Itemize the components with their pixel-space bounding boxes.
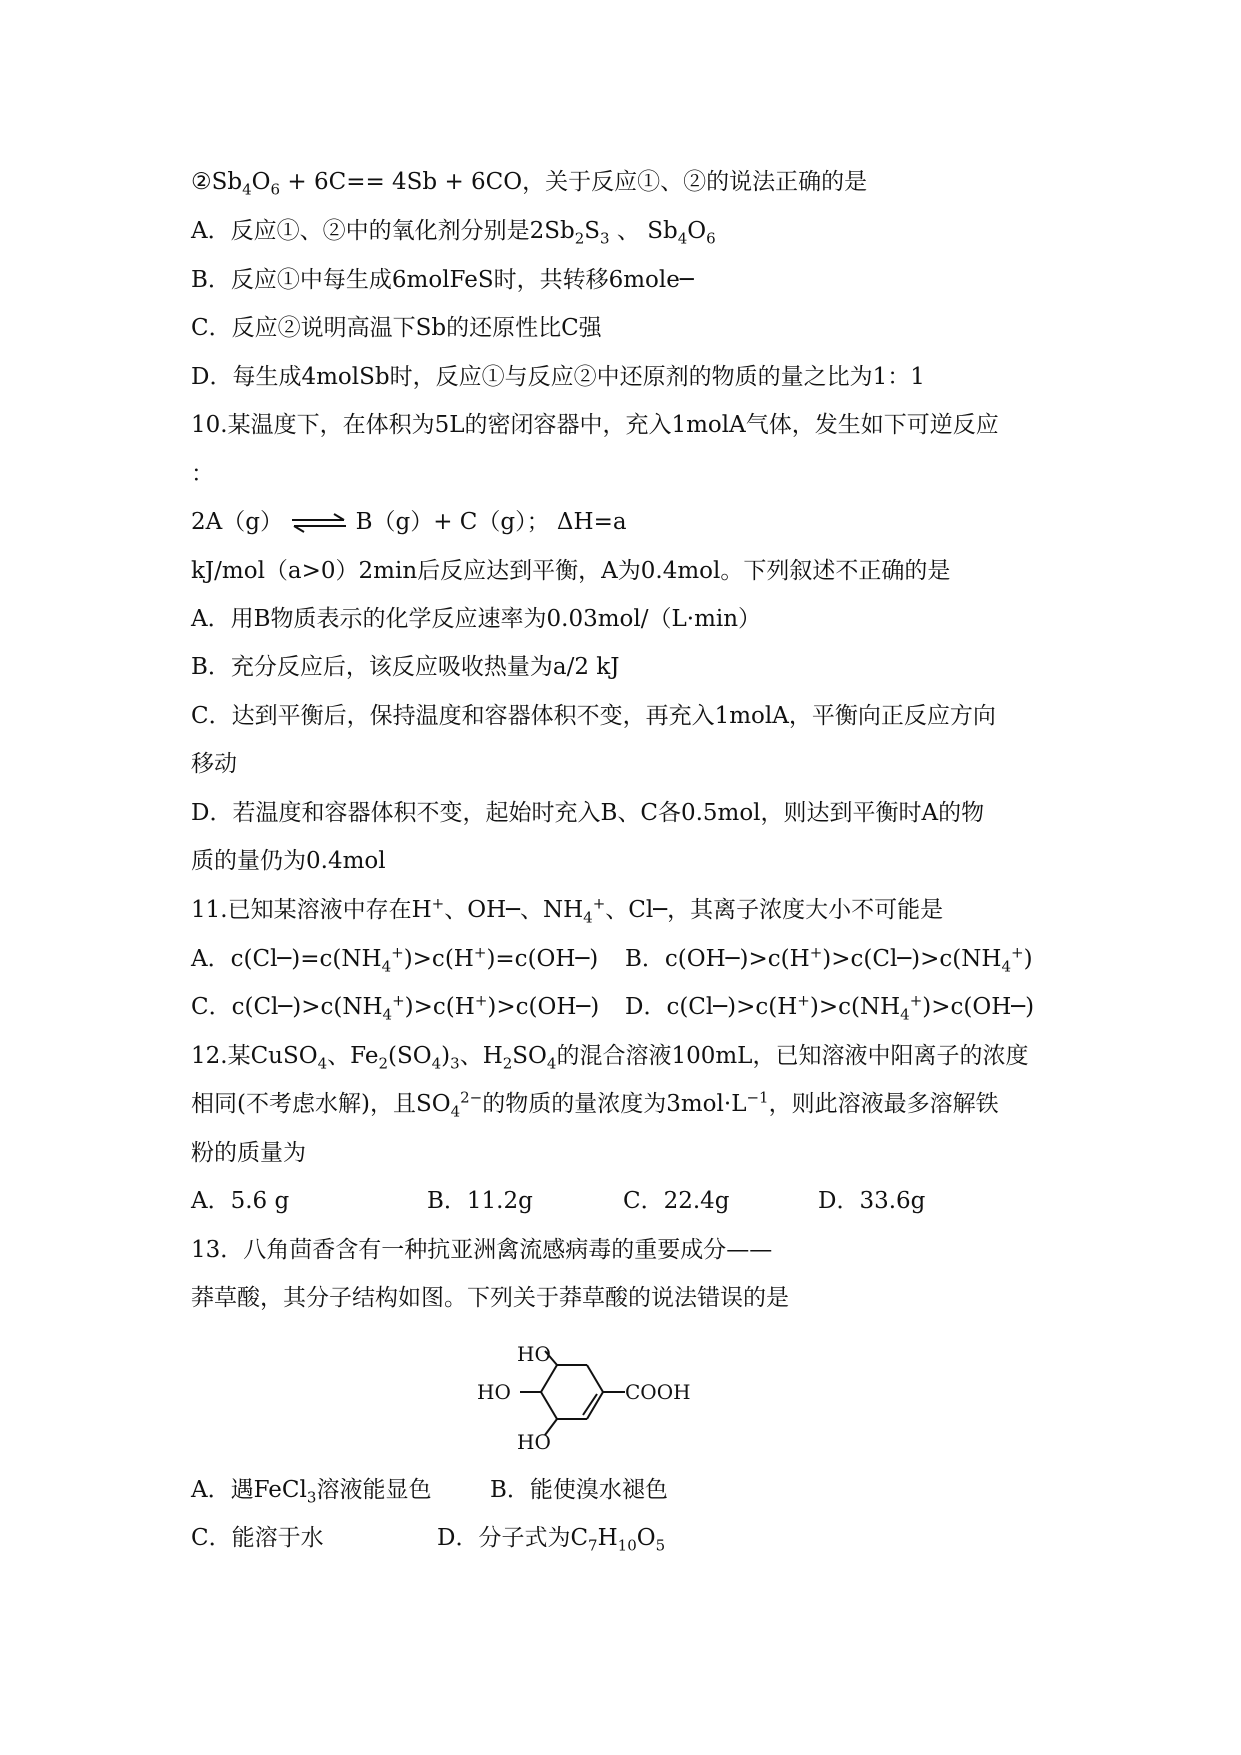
q10-eq-right: B（g）+ C（g）； ΔH=a xyxy=(355,509,627,535)
q9-option-d: D．每生成4molSb时，反应①与反应②中还原剂的物质的量之比为1：1 xyxy=(191,364,925,390)
q13-option-b: B．能使溴水褪色 xyxy=(490,1477,668,1503)
q12-option-d: D．33.6g xyxy=(818,1188,926,1214)
label-ho-top: HO xyxy=(517,1345,551,1366)
label-ho-bottom: HO xyxy=(517,1430,551,1454)
q10-option-a: A．用B物质表示的化学反应速率为0.03mol/（L·min） xyxy=(191,606,762,632)
q9-option-b: B．反应①中每生成6molFeS时，共转移6mole─ xyxy=(191,267,694,293)
q12-option-c: C．22.4g xyxy=(623,1188,730,1214)
q12-stem-line3: 粉的质量为 xyxy=(191,1140,306,1166)
q10-stem-line2: ： xyxy=(191,461,214,487)
q11-option-d: D．$c(Cl─)>c(H^+)>c(NH_4^+)>c(OH─)$ xyxy=(625,991,1035,1024)
q13-option-a: A．遇FeCl$_3$溶液能显色 xyxy=(191,1477,432,1507)
shikimic-acid-structure xyxy=(475,1345,715,1455)
q10-stem-line1: 10.某温度下，在体积为5L的密闭容器中，充入1molA气体，发生如下可逆反应 xyxy=(191,412,999,438)
q11-option-c: C．$c(Cl─)>c(NH_4^+)>c(H^+)>c(OH─)$ xyxy=(191,991,600,1024)
ring-bond xyxy=(541,1392,557,1419)
q10-eq-left: 2A（g） xyxy=(191,509,283,535)
q13-option-c: C．能溶于水 xyxy=(191,1525,324,1551)
q10-option-c-line2: 移动 xyxy=(191,751,237,777)
q11-stem: 11.已知某溶液中存在H+、OH─、$NH_4^+$、Cl─，其离子浓度大小不可能是 xyxy=(191,894,944,927)
q11-option-a: A．$c(Cl─)=c(NH_4^+)>c(H^+)=c(OH─)$ xyxy=(191,943,599,976)
q10-stem-line3: kJ/mol（a>0）2min后反应达到平衡，A为0.4mol。下列叙述不正确的是 xyxy=(191,558,951,584)
q9-option-a: A．反应①、②中的氧化剂分别是$2Sb_2S_3$ 、 $Sb_4O_6$ xyxy=(191,218,716,248)
q12-stem-line2: 相同(不考虑水解)，且$SO_4^{2-}$的物质的量浓度为$3mol\cdot L^{-1}$，则此溶液最多溶解铁 xyxy=(191,1088,999,1121)
equilibrium-arrow-icon xyxy=(290,513,348,533)
q10-equation xyxy=(191,507,627,537)
q12-option-b: B．11.2g xyxy=(427,1188,533,1214)
q10-option-d-line1: D．若温度和容器体积不变，起始时充入B、C各0.5mol，则达到平衡时A的物 xyxy=(191,800,985,826)
q10-option-d-line2: 质的量仍为0.4mol xyxy=(191,848,386,874)
label-ho-left: HO xyxy=(477,1380,511,1404)
q13-option-d: D．分子式为$C_7H_{10}O_5$ xyxy=(437,1525,666,1555)
ring-bond xyxy=(587,1365,603,1392)
q9-option-c: C．反应②说明高温下Sb的还原性比C强 xyxy=(191,315,602,341)
q13-stem-line1: 13．八角茴香含有一种抗亚洲禽流感病毒的重要成分—— xyxy=(191,1237,773,1263)
q9-reaction-2: $②Sb_4O_6 + 6C== 4Sb + 6CO$，关于反应①、②的说法正确的是 xyxy=(191,169,868,199)
label-cooh: COOH xyxy=(625,1380,691,1404)
q12-option-a: A．5.6 g xyxy=(191,1188,290,1214)
q11-option-b: B．$c(OH─)>c(H^+)>c(Cl─)>c(NH_4^+)$ xyxy=(625,943,1033,976)
q10-option-c-line1: C．达到平衡后，保持温度和容器体积不变，再充入1molA，平衡向正反应方向 xyxy=(191,703,996,729)
ring-bond xyxy=(541,1365,557,1392)
q10-option-b: B．充分反应后，该反应吸收热量为a/2 kJ xyxy=(191,654,620,680)
q12-stem-line1: 12.某CuSO$_4$、$Fe_2(SO_4)_3$、$H_2SO_4$的混合溶液100mL，已知溶液中阳离子的浓度 xyxy=(191,1043,1029,1073)
q13-stem-line2: 莽草酸，其分子结构如图。下列关于莽草酸的说法错误的是 xyxy=(191,1285,789,1311)
